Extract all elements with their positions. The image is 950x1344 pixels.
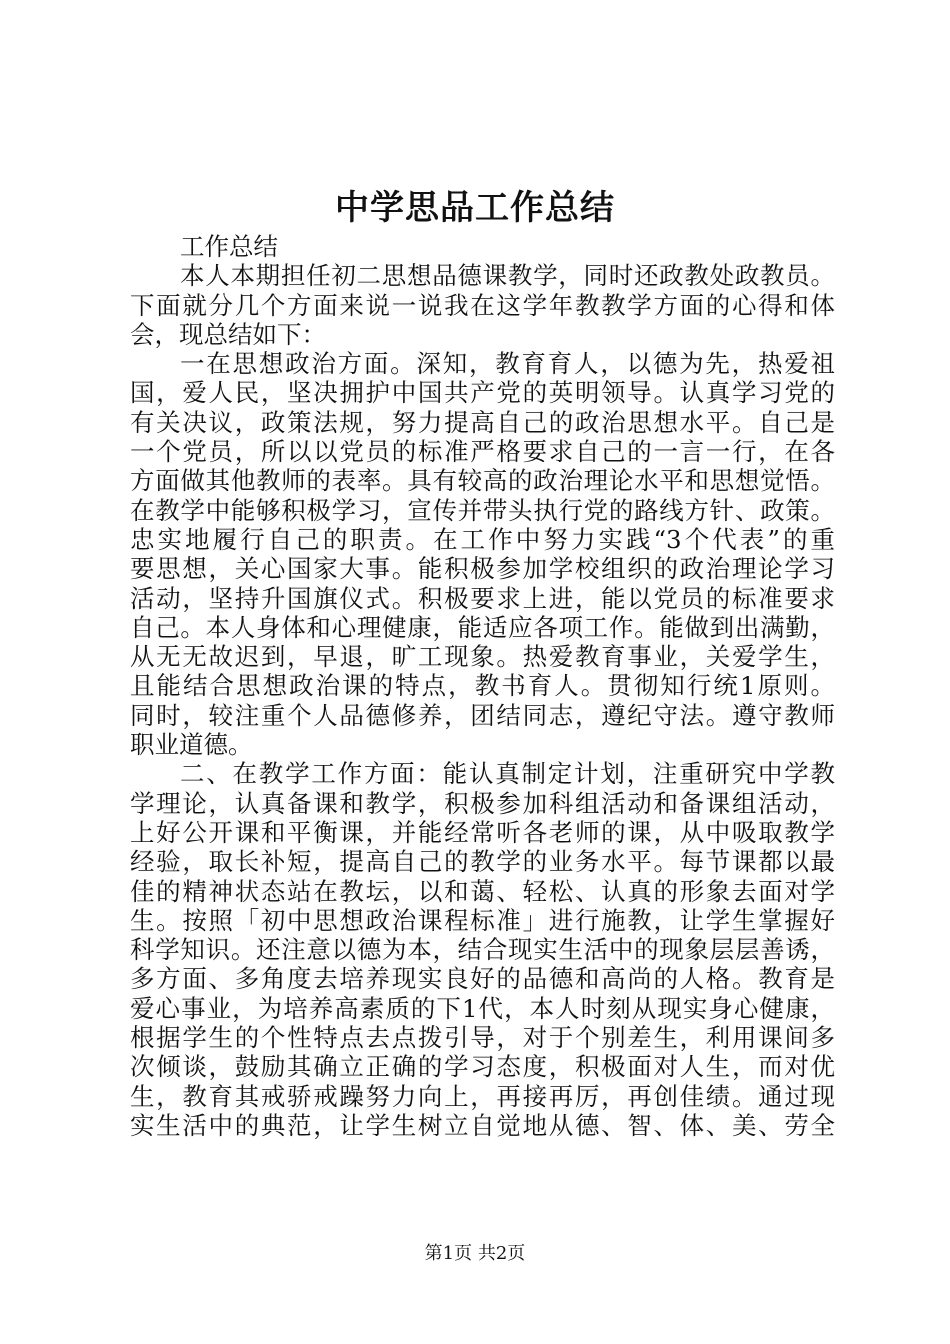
body-line: 同时，较注重个人品德修养，团结同志，遵纪守法。遵守教师 <box>130 700 835 730</box>
body-line: 会，现总结如下： <box>130 319 326 349</box>
body-line: 爱心事业，为培养高素质的下1代，本人时刻从现实身心健康， <box>130 993 835 1023</box>
body-line: 二、在教学工作方面：能认真制定计划，注重研究中学教 <box>180 759 835 789</box>
body-line: 上好公开课和平衡课，并能经常听各老师的课，从中吸取教学 <box>130 817 835 847</box>
body-line: 下面就分几个方面来说一说我在这学年教教学方面的心得和体 <box>130 290 835 320</box>
body-line: 且能结合思想政治课的特点，教书育人。贯彻知行统1原则。 <box>130 671 835 701</box>
body-line: 国，爱人民，坚决拥护中国共产党的英明领导。认真学习党的 <box>130 378 835 408</box>
body-line: 佳的精神状态站在教坛，以和蔼、轻松、认真的形象去面对学 <box>130 876 835 906</box>
body-line: 科学知识。还注意以德为本，结合现实生活中的现象层层善诱， <box>130 935 835 965</box>
body-line: 活动，坚持升国旗仪式。积极要求上进，能以党员的标准要求 <box>130 583 835 613</box>
body-line: 实生活中的典范，让学生树立自觉地从德、智、体、美、劳全 <box>130 1110 835 1140</box>
document-body <box>130 232 835 1140</box>
document-title: 中学思品工作总结 <box>335 188 615 228</box>
body-line: 次倾谈，鼓励其确立正确的学习态度，积极面对人生，而对优 <box>130 1052 835 1082</box>
page-footer: 第1页 共2页 <box>424 1243 526 1264</box>
body-line: 从无无故迟到，早退，旷工现象。热爱教育事业，关爱学生， <box>130 642 835 672</box>
body-line: 经验，取长补短，提高自己的教学的业务水平。每节课都以最 <box>130 847 835 877</box>
body-line: 职业道德。 <box>130 730 253 760</box>
body-line: 要思想，关心国家大事。能积极参加学校组织的政治理论学习 <box>130 554 835 584</box>
body-line: 学理论，认真备课和教学，积极参加科组活动和备课组活动， <box>130 788 835 818</box>
body-line: 生。按照「初中思想政治课程标准」进行施教，让学生掌握好 <box>130 905 835 935</box>
body-line: 一在思想政治方面。深知，教育育人，以德为先，热爱祖 <box>180 349 835 379</box>
body-line: 生，教育其戒骄戒躁努力向上，再接再厉，再创佳绩。通过现 <box>130 1081 835 1111</box>
body-line: 有关决议，政策法规，努力提高自己的政治思想水平。自己是 <box>130 407 835 437</box>
body-line: 忠实地履行自己的职责。在工作中努力实践“3个代表”的重 <box>130 524 835 554</box>
body-line: 一个党员，所以以党员的标准严格要求自己的一言一行，在各 <box>130 437 835 467</box>
body-line: 在教学中能够积极学习，宣传并带头执行党的路线方针、政策。 <box>130 495 835 525</box>
body-line: 本人本期担任初二思想品德课教学，同时还政教处政教员。 <box>180 261 835 291</box>
body-line: 根据学生的个性特点去点拨引导，对于个别差生，利用课间多 <box>130 1023 835 1053</box>
body-line: 多方面、多角度去培养现实良好的品德和高尚的人格。教育是 <box>130 964 835 994</box>
body-line: 工作总结 <box>180 232 278 261</box>
body-line: 方面做其他教师的表率。具有较高的政治理论水平和思想觉悟。 <box>130 466 835 496</box>
body-line: 自己。本人身体和心理健康，能适应各项工作。能做到出满勤， <box>130 612 835 642</box>
